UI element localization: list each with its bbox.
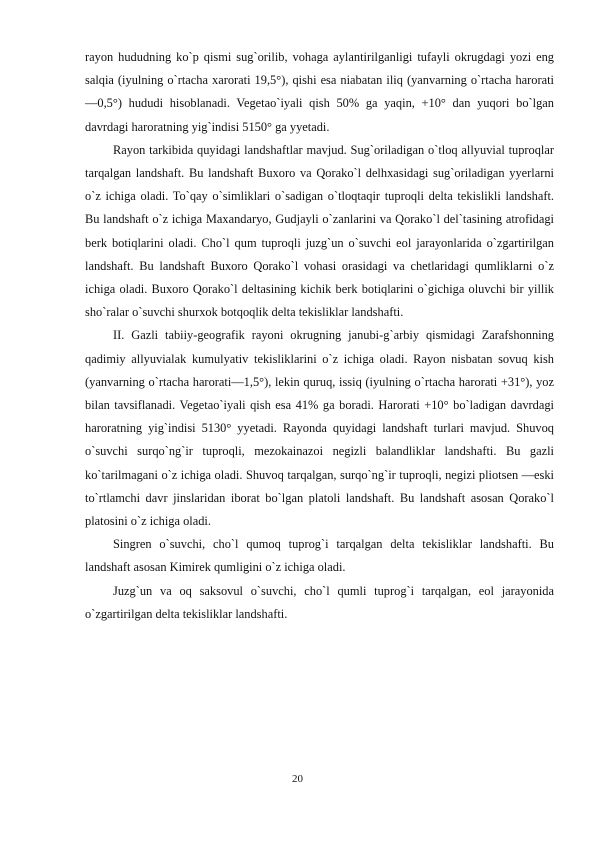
page-number: 20	[292, 773, 303, 785]
paragraph-3: II. Gazli tabiiy-geografik rayoni okrugning janubi-g`arbiy qismidagi Zarafshonning qadimiy allyuvialak kumulyativ tekisliklarini o`z ichiga oladi. Rayon nisbatan sovuq kish (yanvarning o`rtacha harorati—1,5°), lekin quruq, issiq (iyulning o`rtacha harorati +31°), yoz bilan tavsiflanadi. Vegetao`iyali qish esa 41% ga boradi. Harorati +10° bo`ladigan davrdagi haroratning yig`indisi 5130° yyetadi. Rayonda quyidagi landshaft turlari mavjud. Shuvoq o`suvchi surqo`ng`ir tuproqli, mezokainazoi negizli balandliklar landshafti. Bu gazli ko`tarilmagani o`z ichiga oladi. Shuvoq tarqalgan, surqo`ng`ir tuproqli, negizi pliotsen —eski to`rtlamchi davr jinslaridan iborat bo`lgan platoli landshaft. Bu landshaft asosan Qorako`l platosini o`z ichiga oladi.	[85, 328, 554, 529]
paragraph-1: rayon hududning ko`p qismi sug`orilib, vohaga aylantirilganligi tufayli okrugdagi yozi eng salqia (iyulning o`rtacha xarorati 19,5°), qishi esa niabatan iliq (yanvarning o`rtacha harorati —0,5°) hududi hisoblanadi. Vegetao`iyali qish 50% ga yaqin, +10° dan yuqori bo`lgan davrdagi haroratning yig`indisi 5150° ga yyetadi.	[85, 50, 554, 134]
paragraph-5: Juzg`un va oq saksovul o`suvchi, cho`l qumli tuprog`i tarqalgan, eol jarayonida o`zgartirilgan delta tekisliklar landshafti.	[85, 583, 554, 621]
paragraph-4: Singren o`suvchi, cho`l qumoq tuprog`i tarqalgan delta tekisliklar landshafti. Bu landshaft asosan Kimirek qumligini o`z ichiga oladi.	[85, 537, 554, 575]
paragraph-2: Rayon tarkibida quyidagi landshaftlar mavjud. Sug`oriladigan o`tloq allyuvial tuproqlar tarqalgan landshaft. Bu landshaft Buxoro va Qorako`l delhxasidagi sug`oriladigan yyerlarni o`z ichiga oladi. To`qay o`simliklari o`sadigan o`tloqtaqir tuproqli delta tekislikli landshaft. Bu landshaft o`z ichiga Maxandaryo, Gudjayli o`zanlarini va Qorako`l del`tasining atrofidagi berk botiqlarini oladi. Cho`l qum tuproqli juzg`un o`suvchi eol jarayonlarida o`zgartirilgan landshaft. Bu landshaft Buxoro Qorako`l vohasi orasidagi va chetlaridagi qumliklarni o`z ichiga oladi. Buxoro Qorako`l deltasining kichik berk botiqlarini o`gichiga oluvchi bir yillik sho`ralar o`suvchi shurxok botqoqlik delta tekisliklar landshafti.	[85, 142, 554, 320]
body-text	[85, 46, 554, 626]
